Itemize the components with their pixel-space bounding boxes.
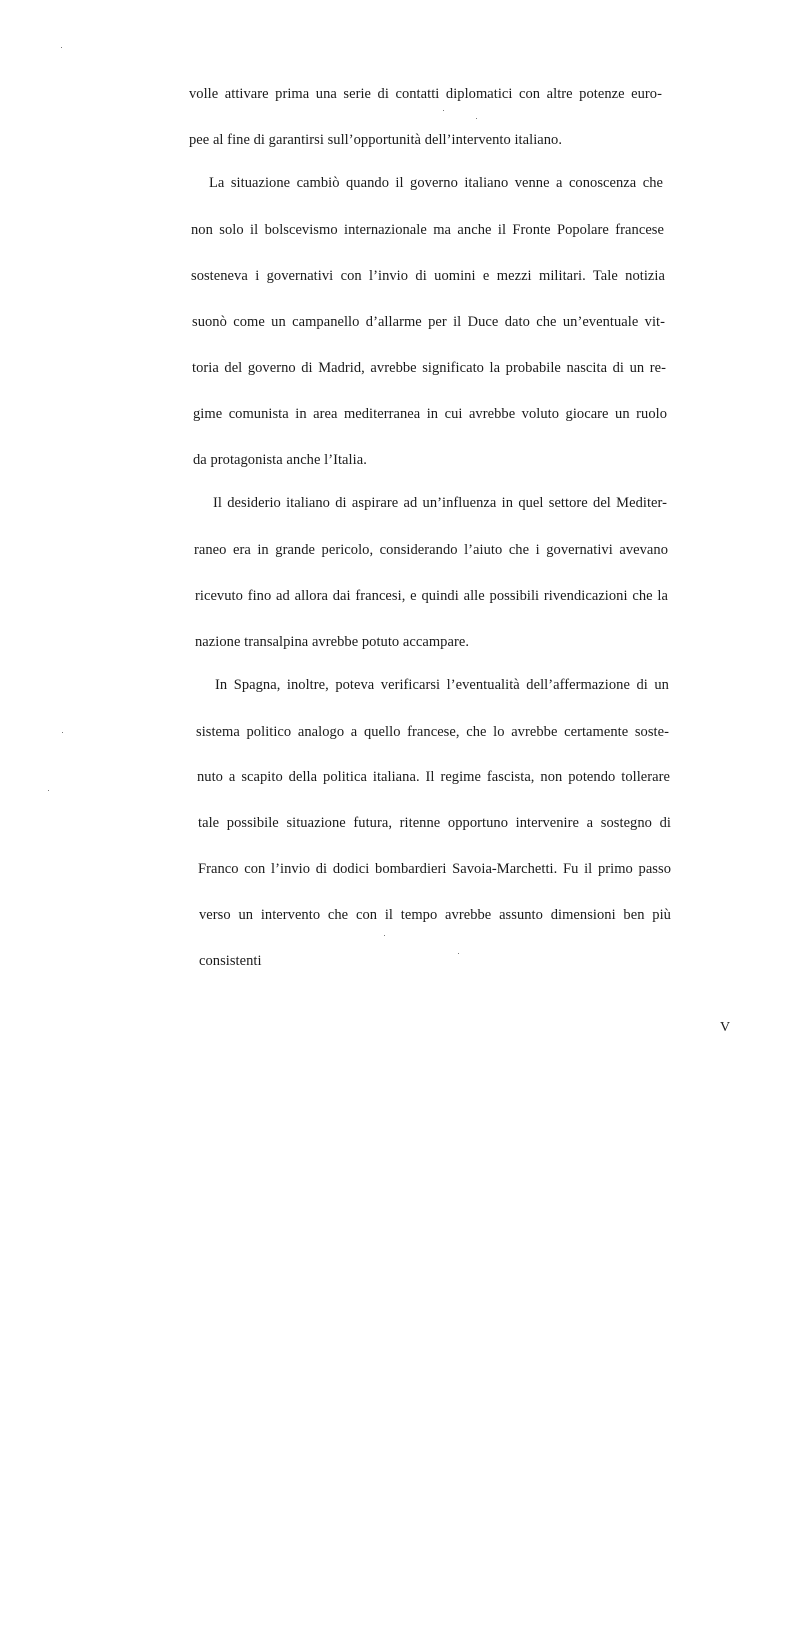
text-line: verso un intervento che con il tempo avrebbe assunto dimensioni ben più — [199, 907, 671, 923]
page-number: V — [720, 1020, 731, 1035]
text-line: La situazione cambiò quando il governo italiano venne a conoscenza che — [209, 175, 663, 191]
text-line: suonò come un campanello d’allarme per il Duce dato che un’eventuale vit- — [192, 314, 665, 330]
text-line: tale possibile situazione futura, ritenne opportuno intervenire a sostegno di — [198, 815, 671, 831]
scan-speck — [458, 953, 459, 954]
text-line: consistenti — [199, 953, 262, 969]
text-line: raneo era in grande pericolo, considerando l’aiuto che i governativi avevano — [194, 542, 668, 558]
text-line: nazione transalpina avrebbe potuto accampare. — [195, 634, 469, 650]
scan-speck — [443, 110, 444, 111]
text-line: non solo il bolscevismo internazionale ma anche il Fronte Popolare francese — [191, 222, 664, 238]
scan-speck — [61, 47, 62, 48]
text-line: Il desiderio italiano di aspirare ad un’influenza in quel settore del Mediter- — [213, 495, 667, 511]
text-line: Franco con l’invio di dodici bombardieri Savoia-Marchetti. Fu il primo passo — [198, 861, 671, 877]
text-line: toria del governo di Madrid, avrebbe significato la probabile nascita di un re- — [192, 360, 666, 376]
text-line: da protagonista anche l’Italia. — [193, 452, 367, 468]
text-line: sistema politico analogo a quello francese, che lo avrebbe certamente soste- — [196, 724, 669, 740]
text-line: nuto a scapito della politica italiana. Il regime fascista, non potendo tollerare — [197, 769, 670, 785]
text-line: volle attivare prima una serie di contatti diplomatici con altre potenze euro- — [189, 86, 662, 102]
text-line: ricevuto fino ad allora dai francesi, e quindi alle possibili rivendicazioni che la — [195, 588, 668, 604]
text-line: gime comunista in area mediterranea in cui avrebbe voluto giocare un ruolo — [193, 406, 667, 422]
scan-speck — [476, 118, 477, 119]
scan-speck — [48, 790, 49, 791]
scan-speck — [62, 732, 63, 733]
text-line: sosteneva i governativi con l’invio di uomini e mezzi militari. Tale notizia — [191, 268, 665, 284]
scan-speck — [384, 935, 385, 936]
text-line: pee al fine di garantirsi sull’opportunità dell’intervento italiano. — [189, 132, 563, 148]
text-line: In Spagna, inoltre, poteva verificarsi l’eventualità dell’affermazione di un — [215, 677, 669, 693]
